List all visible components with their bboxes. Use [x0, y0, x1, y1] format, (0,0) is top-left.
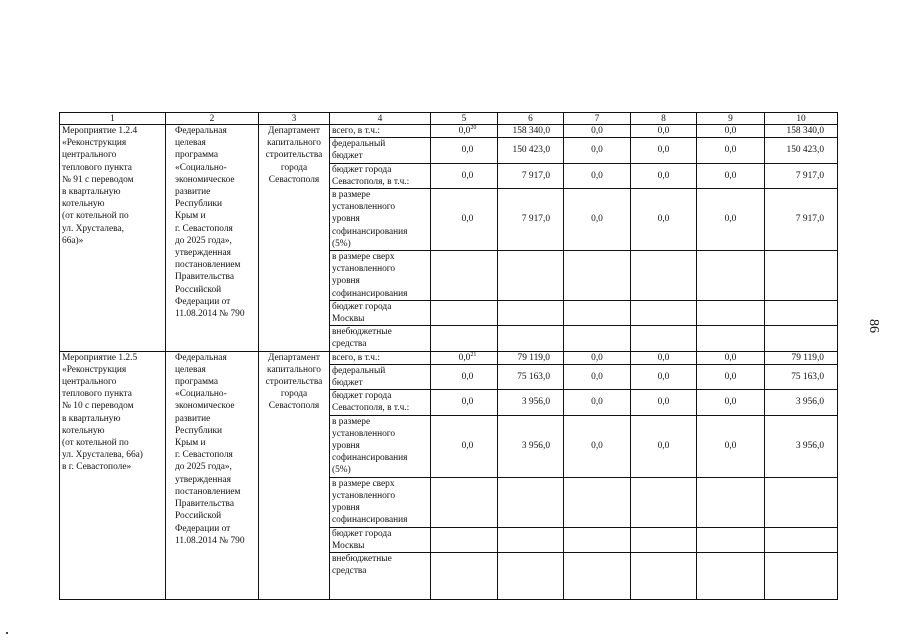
value-cell-col9 [697, 552, 765, 599]
footnote-marker: 20 [470, 124, 477, 131]
value-cell-col10: 150 423,0 [765, 138, 838, 163]
value-cell-col10: 158 340,0 [765, 125, 838, 138]
value-cell-col10 [765, 326, 838, 351]
value-cell-col5 [431, 251, 498, 301]
value-cell-col5 [431, 390, 498, 415]
header-cell: 6 [498, 113, 564, 125]
value-cell-col10: 79 119,0 [765, 351, 838, 364]
funding-source-cell: внебюджетные средства [330, 326, 431, 351]
value-cell-col5 [431, 300, 498, 325]
value-cell-col6 [498, 477, 564, 527]
value-cell-col10 [765, 477, 838, 527]
header-cell: 9 [697, 113, 765, 125]
value-text: 0,0 [461, 441, 474, 452]
value-cell-col5 [431, 364, 498, 389]
funding-source-cell: в размере установленного уровня софинансирования (5%) [330, 189, 431, 251]
value-cell-col5 [431, 552, 498, 599]
value-cell-col7 [564, 477, 631, 527]
value-cell-col8: 0,0 [631, 189, 697, 251]
value-cell-col5 [431, 163, 498, 188]
value-text: 0,0 [461, 397, 474, 408]
value-cell-col6 [498, 552, 564, 599]
value-text: 0,0 [458, 126, 471, 136]
value-cell-col5 [431, 125, 498, 138]
value-cell-col9: 0,0 [697, 415, 765, 477]
value-cell-col7 [564, 552, 631, 599]
header-cell: 2 [166, 113, 259, 125]
funding-source-cell: бюджет города Севастополя, в т.ч.: [330, 390, 431, 415]
value-cell-col8: 0,0 [631, 415, 697, 477]
value-cell-col10 [765, 251, 838, 301]
value-text: 0,0 [461, 145, 474, 156]
value-cell-col7: 0,0 [564, 351, 631, 364]
value-cell-col6: 79 119,0 [498, 351, 564, 364]
value-cell-col8: 0,0 [631, 138, 697, 163]
value-cell-col6 [498, 326, 564, 351]
header-row [60, 113, 838, 125]
value-cell-col5 [431, 326, 498, 351]
value-cell-col9 [697, 326, 765, 351]
value-text: 0,0 [461, 170, 474, 181]
value-cell-col7: 0,0 [564, 125, 631, 138]
scan-speck [6, 632, 8, 634]
value-cell-col6: 150 423,0 [498, 138, 564, 163]
header-cell: 5 [431, 113, 498, 125]
value-cell-col10: 7 917,0 [765, 189, 838, 251]
funding-source-cell: в размере сверх установленного уровня софинансирования [330, 477, 431, 527]
value-text: 0,0 [461, 214, 474, 225]
funding-source-cell: бюджет города Москвы [330, 300, 431, 325]
value-cell-col8 [631, 477, 697, 527]
funding-source-cell: в размере установленного уровня софинансирования (5%) [330, 415, 431, 477]
value-cell-col7: 0,0 [564, 415, 631, 477]
value-cell-col9: 0,0 [697, 351, 765, 364]
value-cell-col7: 0,0 [564, 364, 631, 389]
value-cell-col5 [431, 527, 498, 552]
value-cell-col5 [431, 189, 498, 251]
value-cell-col10 [765, 527, 838, 552]
value-text: 0,0 [458, 352, 471, 363]
funding-source-cell: федеральный бюджет [330, 364, 431, 389]
value-cell-col10 [765, 552, 838, 599]
funding-source-cell: внебюджетные средства [330, 552, 431, 599]
value-cell-col9 [697, 300, 765, 325]
footnote-marker: 21 [470, 351, 477, 358]
funding-source-cell: всего, в т.ч.: [330, 351, 431, 364]
value-cell-col8 [631, 251, 697, 301]
value-cell-col9: 0,0 [697, 189, 765, 251]
header-cell: 8 [631, 113, 697, 125]
value-cell-col8: 0,0 [631, 390, 697, 415]
value-cell-col10: 7 917,0 [765, 163, 838, 188]
funding-source-cell: федеральный бюджет [330, 138, 431, 163]
value-cell-col9 [697, 251, 765, 301]
program-cell: Федеральная целевая программа «Социально- экономическое развитие Республики Крым и г. Севастополя до 2025 года», утвержденная постановлением Правительства Российской Федерации от 11.08.2014 № 790 [166, 351, 259, 599]
value-cell-col7: 0,0 [564, 163, 631, 188]
value-cell-col8: 0,0 [631, 125, 697, 138]
value-cell-col9: 0,0 [697, 163, 765, 188]
table-row [60, 125, 838, 138]
value-cell-col9 [697, 477, 765, 527]
header-cell: 10 [765, 113, 838, 125]
value-cell-col8: 0,0 [631, 163, 697, 188]
value-cell-col5 [431, 351, 498, 364]
value-cell-col8 [631, 300, 697, 325]
value-cell-col10: 3 956,0 [765, 390, 838, 415]
value-cell-col9: 0,0 [697, 125, 765, 138]
funding-source-cell: в размере сверх установленного уровня софинансирования [330, 251, 431, 301]
value-cell-col10: 75 163,0 [765, 364, 838, 389]
funding-source-cell: бюджет города Севастополя, в т.ч.: [330, 163, 431, 188]
page-number: 86 [866, 319, 881, 333]
value-cell-col7 [564, 527, 631, 552]
measure-name-cell: Мероприятие 1.2.4 «Реконструкция центрального теплового пункта № 91 с переводом в квартальную котельную (от котельной по ул. Хрусталева, 66а)» [60, 125, 166, 352]
measure-name-cell: Мероприятие 1.2.5 «Реконструкция центрального теплового пункта № 10 с переводом в квартальную котельную (от котельной по ул. Хрусталева, 66а) в г. Севастополе» [60, 351, 166, 599]
value-cell-col10: 3 956,0 [765, 415, 838, 477]
value-cell-col8: 0,0 [631, 351, 697, 364]
value-cell-col7 [564, 251, 631, 301]
value-cell-col6 [498, 527, 564, 552]
value-cell-col9: 0,0 [697, 390, 765, 415]
value-cell-col5 [431, 477, 498, 527]
header-cell: 4 [330, 113, 431, 125]
header-cell: 3 [259, 113, 330, 125]
value-cell-col9 [697, 527, 765, 552]
value-cell-col7 [564, 300, 631, 325]
department-cell: Департамент капитального строительства города Севастополя [259, 351, 330, 599]
value-cell-col7: 0,0 [564, 138, 631, 163]
value-cell-col9: 0,0 [697, 138, 765, 163]
value-cell-col6 [498, 300, 564, 325]
header-cell: 7 [564, 113, 631, 125]
value-cell-col6: 75 163,0 [498, 364, 564, 389]
value-cell-col9: 0,0 [697, 364, 765, 389]
value-cell-col6: 7 917,0 [498, 163, 564, 188]
program-cell: Федеральная целевая программа «Социально- экономическое развитие Республики Крым и г. Севастополя до 2025 года», утвержденная постановлением Правительства Российской Федерации от 11.08.2014 № 790 [166, 125, 259, 352]
value-cell-col8: 0,0 [631, 364, 697, 389]
header-cell: 1 [60, 113, 166, 125]
value-cell-col7: 0,0 [564, 390, 631, 415]
value-cell-col8 [631, 527, 697, 552]
value-cell-col5 [431, 415, 498, 477]
value-cell-col6 [498, 251, 564, 301]
value-cell-col6: 158 340,0 [498, 125, 564, 138]
value-cell-col7 [564, 326, 631, 351]
funding-table [59, 112, 838, 600]
table-row [60, 351, 838, 364]
value-cell-col5 [431, 138, 498, 163]
value-cell-col8 [631, 326, 697, 351]
value-text: 0,0 [461, 371, 474, 382]
value-cell-col6: 3 956,0 [498, 390, 564, 415]
funding-source-cell: бюджет города Москвы [330, 527, 431, 552]
value-cell-col6: 7 917,0 [498, 189, 564, 251]
value-cell-col8 [631, 552, 697, 599]
value-cell-col7: 0,0 [564, 189, 631, 251]
funding-source-cell: всего, в т.ч.: [330, 125, 431, 138]
value-cell-col6: 3 956,0 [498, 415, 564, 477]
department-cell: Департамент капитального строительства города Севастополя [259, 125, 330, 352]
value-cell-col10 [765, 300, 838, 325]
